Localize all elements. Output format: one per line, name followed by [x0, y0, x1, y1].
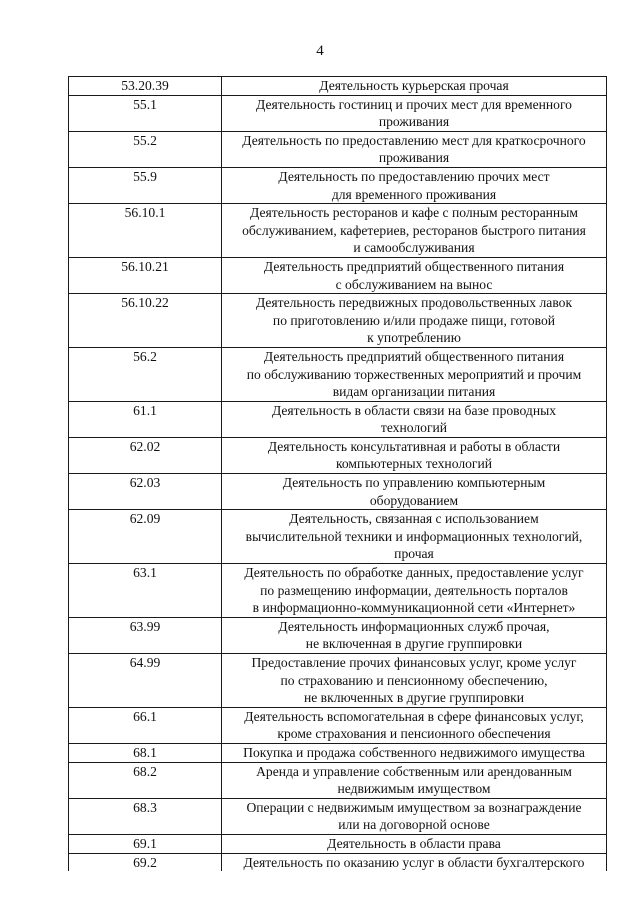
activity-description: Деятельность по предоставлению мест для краткосрочного проживания [222, 131, 607, 167]
activity-description: Покупка и продажа собственного недвижимого имущества [222, 743, 607, 762]
table-row [69, 77, 607, 96]
activity-description: Деятельность ресторанов и кафе с полным ресторанным обслуживанием, кафетериев, ресторанов быстрого питания и самообслуживания [222, 204, 607, 258]
table-row [69, 510, 607, 564]
table-row [69, 401, 607, 437]
activity-description: Аренда и управление собственным или арендованным недвижимым имуществом [222, 762, 607, 798]
activity-description: Деятельность по обработке данных, предоставление услуг по размещению информации, деятельность порталов в информационно-коммуникационной сети «Интернет» [222, 564, 607, 618]
activity-code: 68.3 [69, 798, 222, 834]
activity-code: 56.10.21 [69, 257, 222, 293]
table-row [69, 762, 607, 798]
activity-code: 55.9 [69, 167, 222, 203]
activity-code: 56.10.22 [69, 294, 222, 348]
activity-description: Операции с недвижимым имуществом за вознаграждение или на договорной основе [222, 798, 607, 834]
table-row [69, 853, 607, 871]
activity-description: Деятельность по оказанию услуг в области бухгалтерского [222, 853, 607, 871]
table-row [69, 95, 607, 131]
activity-description: Деятельность вспомогательная в сфере финансовых услуг, кроме страхования и пенсионного обеспечения [222, 707, 607, 743]
activity-code: 69.2 [69, 853, 222, 871]
activity-codes-table [68, 76, 607, 871]
activity-code: 63.99 [69, 617, 222, 653]
table-row [69, 707, 607, 743]
table-row [69, 294, 607, 348]
activity-description: Деятельность по управлению компьютерным оборудованием [222, 474, 607, 510]
table-body [69, 77, 607, 872]
activity-code: 68.1 [69, 743, 222, 762]
table-row [69, 437, 607, 473]
activity-description: Деятельность гостиниц и прочих мест для временного проживания [222, 95, 607, 131]
activity-description: Деятельность предприятий общественного питания по обслуживанию торжественных мероприятий и прочим видам организации питания [222, 347, 607, 401]
page-number: 4 [316, 43, 324, 59]
activity-code: 62.03 [69, 474, 222, 510]
activity-code: 55.1 [69, 95, 222, 131]
table-row [69, 798, 607, 834]
activity-description: Предоставление прочих финансовых услуг, кроме услуг по страхованию и пенсионному обеспечению, не включенных в другие группировки [222, 654, 607, 708]
activity-code: 53.20.39 [69, 77, 222, 96]
activity-description: Деятельность в области права [222, 834, 607, 853]
table-row [69, 654, 607, 708]
table-row [69, 617, 607, 653]
activity-description: Деятельность в области связи на базе проводных технологий [222, 401, 607, 437]
table-row [69, 131, 607, 167]
table-row [69, 474, 607, 510]
activity-code: 56.10.1 [69, 204, 222, 258]
activity-code: 68.2 [69, 762, 222, 798]
table-row [69, 167, 607, 203]
table-row [69, 564, 607, 618]
activity-code: 62.02 [69, 437, 222, 473]
activity-code: 69.1 [69, 834, 222, 853]
table-row [69, 257, 607, 293]
activity-code: 56.2 [69, 347, 222, 401]
activity-description: Деятельность курьерская прочая [222, 77, 607, 96]
activity-description: Деятельность, связанная с использованием вычислительной техники и информационных технологий, прочая [222, 510, 607, 564]
activity-code: 64.99 [69, 654, 222, 708]
activity-code: 61.1 [69, 401, 222, 437]
table-row [69, 204, 607, 258]
activity-code: 66.1 [69, 707, 222, 743]
table-row [69, 347, 607, 401]
activity-code: 63.1 [69, 564, 222, 618]
activity-description: Деятельность предприятий общественного питания с обслуживанием на вынос [222, 257, 607, 293]
activity-code: 55.2 [69, 131, 222, 167]
activity-code: 62.09 [69, 510, 222, 564]
activity-description: Деятельность по предоставлению прочих мест для временного проживания [222, 167, 607, 203]
activity-description: Деятельность информационных служб прочая, не включенная в другие группировки [222, 617, 607, 653]
table-row [69, 743, 607, 762]
activity-description: Деятельность консультативная и работы в области компьютерных технологий [222, 437, 607, 473]
table-row [69, 834, 607, 853]
activity-description: Деятельность передвижных продовольственных лавок по приготовлению и/или продаже пищи, готовой к употреблению [222, 294, 607, 348]
